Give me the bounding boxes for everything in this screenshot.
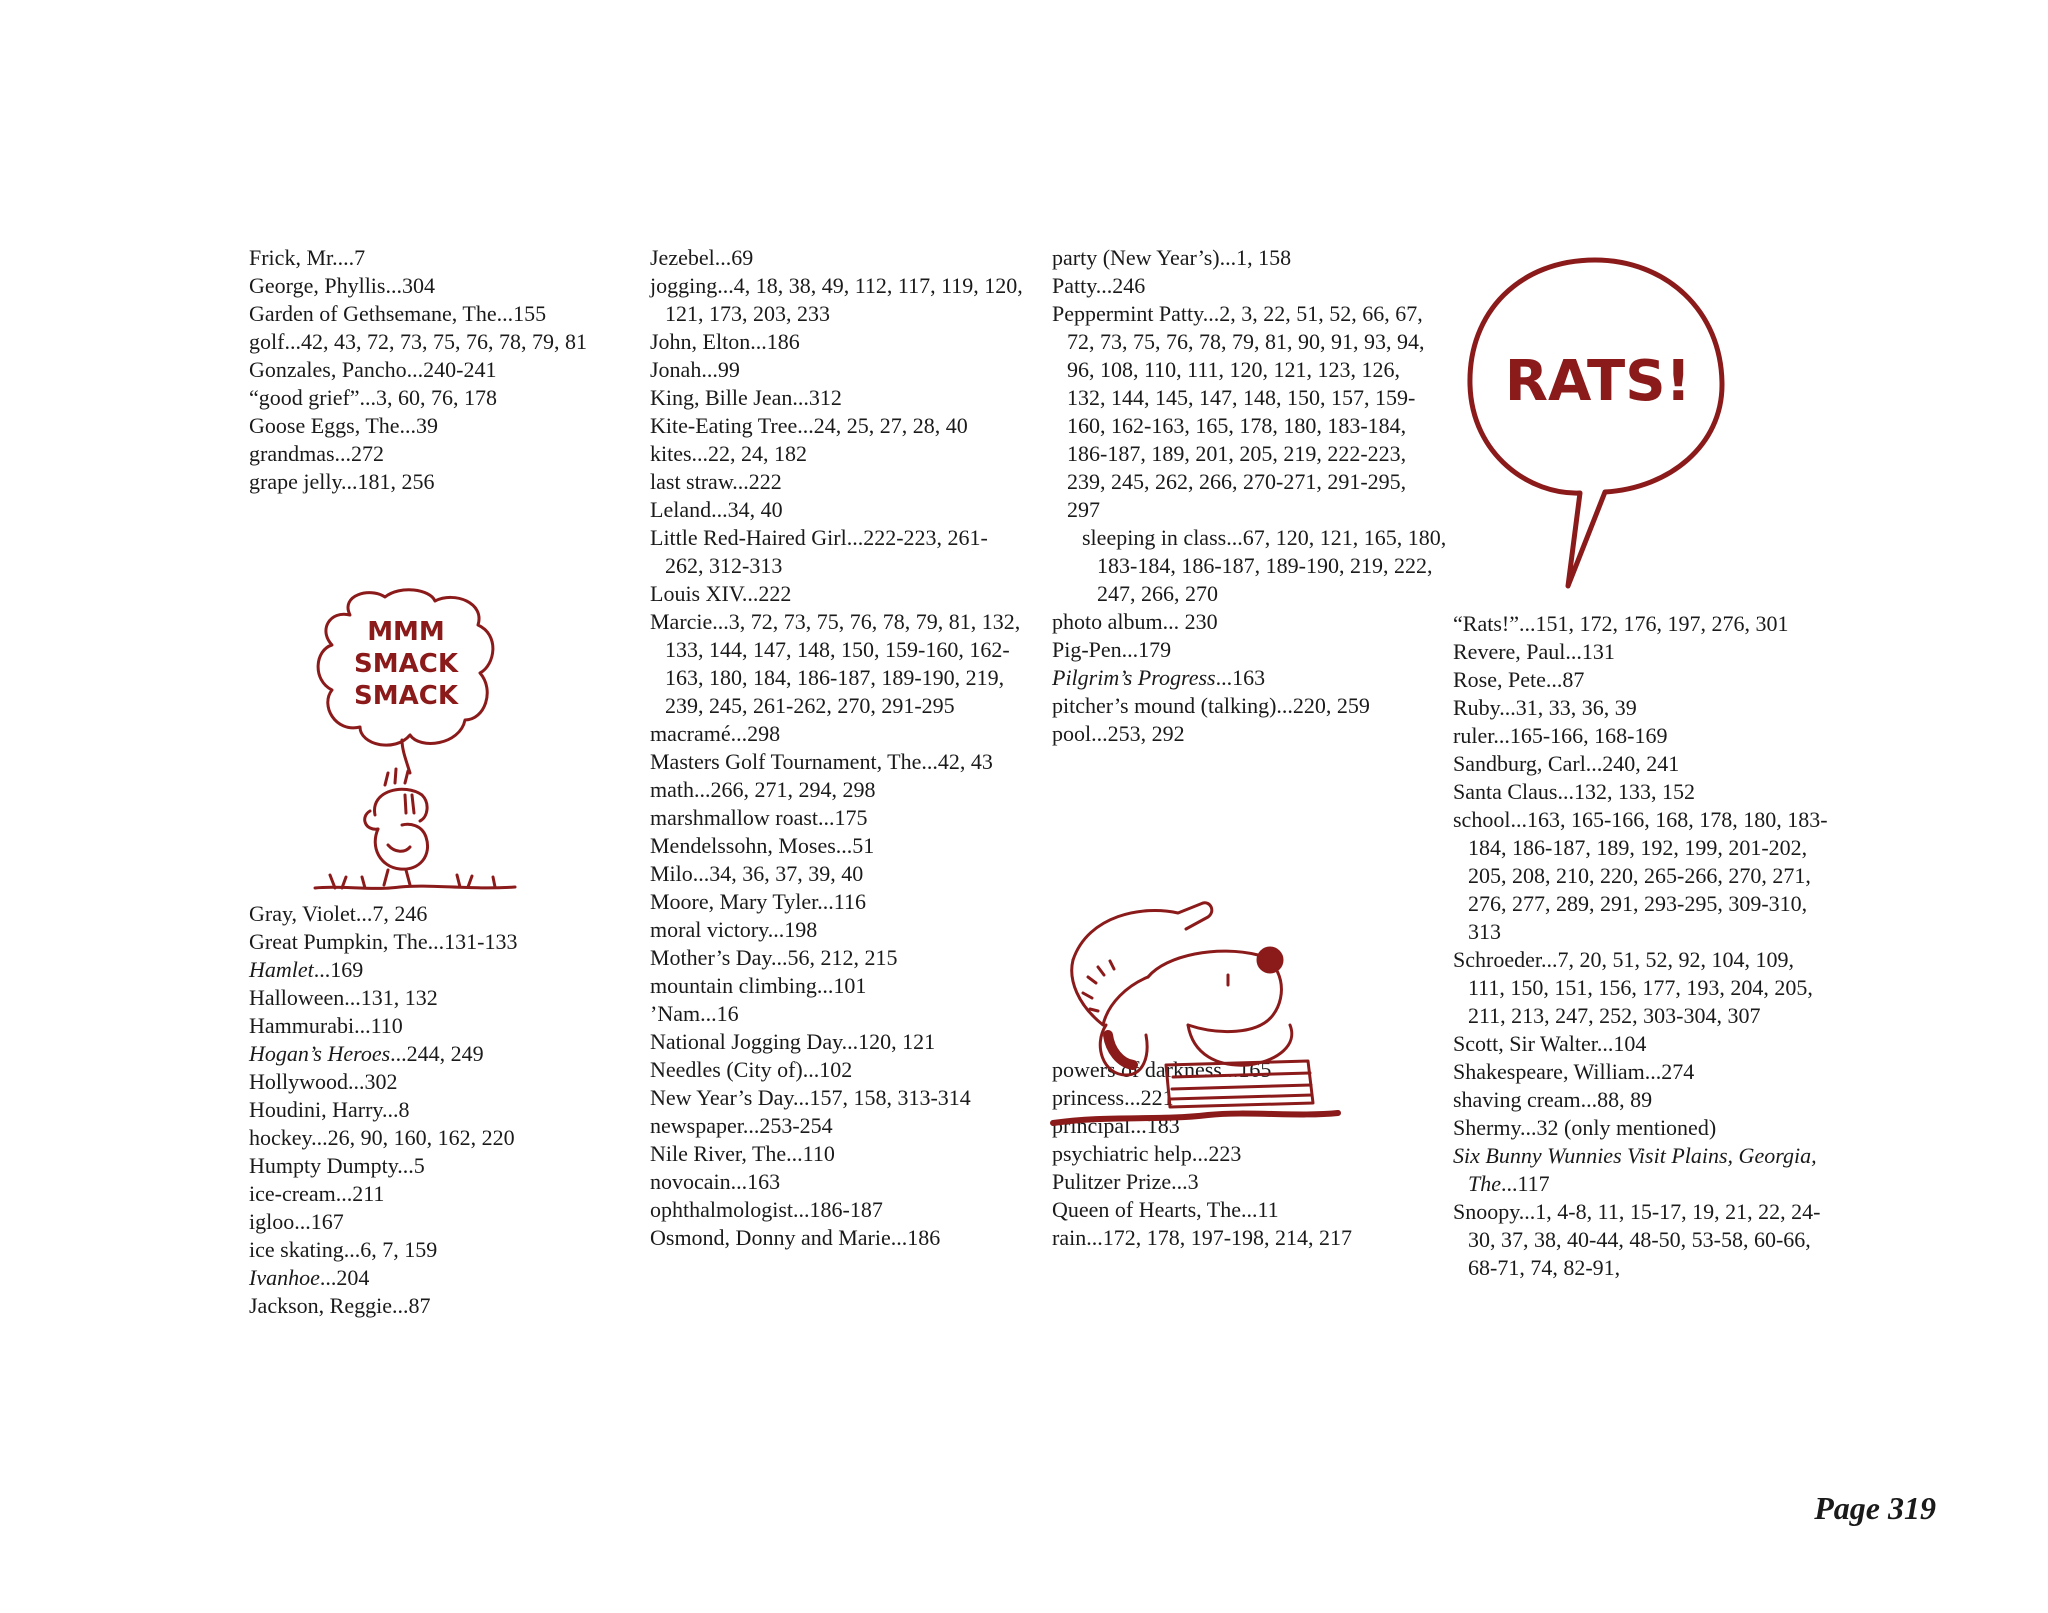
index-entry: newspaper...253-254 bbox=[650, 1113, 833, 1138]
index-locators: ...117 bbox=[1501, 1171, 1550, 1196]
index-entry: Jackson, Reggie...87 bbox=[249, 1293, 431, 1318]
index-entry: Revere, Paul...131 bbox=[1453, 639, 1615, 664]
index-column-2 bbox=[650, 244, 1030, 1252]
index-entry: macramé...298 bbox=[650, 721, 781, 746]
rats-speech-bubble bbox=[1460, 250, 1730, 590]
index-entry: Shermy...32 (only mentioned) bbox=[1453, 1115, 1717, 1140]
index-entry: Pulitzer Prize...3 bbox=[1052, 1169, 1199, 1194]
index-entry: last straw...222 bbox=[650, 469, 782, 494]
index-column-4 bbox=[1453, 610, 1833, 1282]
index-entry: “good grief”...3, 60, 76, 178 bbox=[249, 385, 498, 410]
index-entry: principal...183 bbox=[1052, 1113, 1180, 1138]
index-locators: ...204 bbox=[319, 1265, 370, 1290]
index-locators: ...163 bbox=[1215, 665, 1266, 690]
index-entry: Humpty Dumpty...5 bbox=[249, 1153, 425, 1178]
index-entry: Jezebel...69 bbox=[650, 245, 754, 270]
index-entry: hockey...26, 90, 160, 162, 220 bbox=[249, 1125, 515, 1150]
index-entry: rain...172, 178, 197-198, 214, 217 bbox=[1052, 1225, 1353, 1250]
index-entry: math...266, 271, 294, 298 bbox=[650, 777, 876, 802]
index-entry: Halloween...131, 132 bbox=[249, 985, 438, 1010]
index-entry: Queen of Hearts, The...11 bbox=[1052, 1197, 1279, 1222]
cap-outline bbox=[1073, 903, 1212, 960]
index-entry: moral victory...198 bbox=[650, 917, 818, 942]
index-entry: golf...42, 43, 72, 73, 75, 76, 78, 79, 81 bbox=[249, 329, 587, 354]
index-entry: Houdini, Harry...8 bbox=[249, 1097, 410, 1122]
index-entry: pitcher’s mound (talking)...220, 259 bbox=[1052, 693, 1370, 718]
index-entry: princess...221 bbox=[1052, 1085, 1174, 1110]
index-entry: Hammurabi...110 bbox=[249, 1013, 403, 1038]
index-entry: Nile River, The...110 bbox=[650, 1141, 835, 1166]
index-entry: Mendelssohn, Moses...51 bbox=[650, 833, 875, 858]
woodstock-bubble-text: MMM SMACK SMACK bbox=[354, 617, 458, 711]
index-entry: Sandburg, Carl...240, 241 bbox=[1453, 751, 1680, 776]
snoopy-nose bbox=[1258, 948, 1282, 972]
index-entry: grandmas...272 bbox=[249, 441, 385, 466]
index-entry: Little Red-Haired Girl...222-223, 261-262, 312-313 bbox=[650, 525, 988, 578]
index-group bbox=[249, 244, 629, 496]
index-entry: John, Elton...186 bbox=[650, 329, 800, 354]
index-entry: Hollywood...302 bbox=[249, 1069, 398, 1094]
index-entry: igloo...167 bbox=[249, 1209, 344, 1234]
index-entry: Shakespeare, William...274 bbox=[1453, 1059, 1695, 1084]
woodstock-head bbox=[375, 789, 428, 821]
index-entry: Jonah...99 bbox=[650, 357, 740, 382]
woodstock-body bbox=[375, 824, 427, 869]
index-group bbox=[650, 244, 1030, 1252]
index-title: Six Bunny Wunnies Visit Plains, Georgia, The bbox=[1453, 1143, 1817, 1196]
index-entry: Peppermint Patty...2, 3, 22, 51, 52, 66, 67, 72, 73, 75, 76, 78, 79, 81, 90, 91, 93, 94, 96, 108, 110, 111, 120, 121, 123, 126, 132, 144, 145, 147, 148, 150, 157, 159-160, 162-163, 165, 178, 180, 183-184, 186-187, 189, 201, 205, 219, 222-223, 239, 245, 262, 266, 270-271, 291-295, 297 bbox=[1052, 301, 1425, 522]
index-entry: mountain climbing...101 bbox=[650, 973, 867, 998]
index-entry: shaving cream...88, 89 bbox=[1453, 1087, 1653, 1112]
index-entry: Leland...34, 40 bbox=[650, 497, 783, 522]
rats-bubble-text: RATS! bbox=[1504, 349, 1692, 414]
index-entry: ’Nam...16 bbox=[650, 1001, 739, 1026]
index-entry: novocain...163 bbox=[650, 1169, 781, 1194]
index-entry: Kite-Eating Tree...24, 25, 27, 28, 40 bbox=[650, 413, 968, 438]
page-number: Page 319 bbox=[1814, 1490, 1936, 1526]
index-entry bbox=[249, 1264, 624, 1292]
index-group bbox=[249, 900, 629, 1320]
index-entry: powers of darkness...165 bbox=[1052, 1057, 1272, 1082]
index-entry: ice skating...6, 7, 159 bbox=[249, 1237, 438, 1262]
index-title: Pilgrim’s Progress bbox=[1052, 665, 1216, 690]
index-entry: National Jogging Day...120, 121 bbox=[650, 1029, 936, 1054]
index-entry bbox=[249, 956, 624, 984]
index-entry: jogging...4, 18, 38, 49, 112, 117, 119, 120, 121, 173, 203, 233 bbox=[650, 273, 1023, 326]
index-entry: Great Pumpkin, The...131-133 bbox=[249, 929, 518, 954]
index-entry: Frick, Mr....7 bbox=[249, 245, 366, 270]
index-entry: Marcie...3, 72, 73, 75, 76, 78, 79, 81, 132, 133, 144, 147, 148, 150, 159-160, 162-163, 180, 184, 186-187, 189-190, 219, 239, 245, 261-262, 270, 291-295 bbox=[650, 609, 1021, 718]
index-entry: school...163, 165-166, 168, 178, 180, 183-184, 186-187, 189, 192, 199, 201-202, 205, 208, 210, 220, 265-266, 270, 271, 276, 277, 289, 291, 293-295, 309-310, 313 bbox=[1453, 807, 1828, 944]
index-entry: Milo...34, 36, 37, 39, 40 bbox=[650, 861, 864, 886]
index-entry: marshmallow roast...175 bbox=[650, 805, 868, 830]
index-entry bbox=[1453, 1142, 1828, 1198]
index-entry: Santa Claus...132, 133, 152 bbox=[1453, 779, 1695, 804]
grass-line bbox=[315, 886, 515, 888]
index-group bbox=[1052, 244, 1447, 748]
index-entry: ophthalmologist...186-187 bbox=[650, 1197, 883, 1222]
index-entry: psychiatric help...223 bbox=[1052, 1141, 1242, 1166]
index-locators: ...244, 249 bbox=[390, 1041, 484, 1066]
index-entry: Needles (City of)...102 bbox=[650, 1057, 853, 1082]
index-entry: Goose Eggs, The...39 bbox=[249, 413, 439, 438]
index-entry: New Year’s Day...157, 158, 313-314 bbox=[650, 1085, 971, 1110]
index-entry: Mother’s Day...56, 212, 215 bbox=[650, 945, 898, 970]
index-entry: King, Bille Jean...312 bbox=[650, 385, 842, 410]
index-entry: Garden of Gethsemane, The...155 bbox=[249, 301, 547, 326]
index-entry: ice-cream...211 bbox=[249, 1181, 385, 1206]
index-entry: Patty...246 bbox=[1052, 273, 1146, 298]
index-entry: Snoopy...1, 4-8, 11, 15-17, 19, 21, 22, 24-30, 37, 38, 40-44, 48-50, 53-58, 60-66, 68-71, 74, 82-91, bbox=[1453, 1199, 1821, 1280]
index-entry: Gonzales, Pancho...240-241 bbox=[249, 357, 497, 382]
index-entry: Scott, Sir Walter...104 bbox=[1453, 1031, 1647, 1056]
index-group bbox=[1453, 610, 1833, 1282]
index-entry bbox=[249, 1040, 624, 1068]
index-entry: George, Phyllis...304 bbox=[249, 273, 435, 298]
snoopy-illustration bbox=[1048, 885, 1343, 1130]
index-entry: Moore, Mary Tyler...116 bbox=[650, 889, 866, 914]
index-entry: Gray, Violet...7, 246 bbox=[249, 901, 428, 926]
ground-line bbox=[1053, 1113, 1338, 1123]
index-title: Hogan’s Heroes bbox=[249, 1041, 391, 1066]
index-title: Hamlet bbox=[249, 957, 314, 982]
index-entry: Rose, Pete...87 bbox=[1453, 667, 1585, 692]
speech-bubble-outline bbox=[1470, 260, 1722, 586]
index-entry: Louis XIV...222 bbox=[650, 581, 792, 606]
index-subentry: sleeping in class...67, 120, 121, 165, 180, 183-184, 186-187, 189-190, 219, 222, 247, 266, 270 bbox=[1082, 525, 1447, 606]
index-title: Ivanhoe bbox=[249, 1265, 320, 1290]
index-entry: grape jelly...181, 256 bbox=[249, 469, 435, 494]
index-entry bbox=[1052, 664, 1427, 692]
supper-dish bbox=[1166, 1061, 1313, 1107]
index-entry: Schroeder...7, 20, 51, 52, 92, 104, 109, 111, 150, 151, 156, 177, 193, 204, 205, 211, 213, 247, 252, 303-304, 307 bbox=[1453, 947, 1813, 1028]
index-entry: party (New Year’s)...1, 158 bbox=[1052, 245, 1292, 270]
index-entry: Pig-Pen...179 bbox=[1052, 637, 1172, 662]
index-entry: Osmond, Donny and Marie...186 bbox=[650, 1225, 941, 1250]
index-entry: kites...22, 24, 182 bbox=[650, 441, 808, 466]
index-entry: ruler...165-166, 168-169 bbox=[1453, 723, 1668, 748]
index-entry: pool...253, 292 bbox=[1052, 721, 1185, 746]
index-entry: Masters Golf Tournament, The...42, 43 bbox=[650, 749, 993, 774]
index-entry: Ruby...31, 33, 36, 39 bbox=[1453, 695, 1637, 720]
index-entry: “Rats!”...151, 172, 176, 197, 276, 301 bbox=[1453, 611, 1789, 636]
index-entry: photo album... 230 bbox=[1052, 609, 1218, 634]
woodstock-illustration bbox=[310, 585, 525, 905]
index-locators: ...169 bbox=[313, 957, 364, 982]
